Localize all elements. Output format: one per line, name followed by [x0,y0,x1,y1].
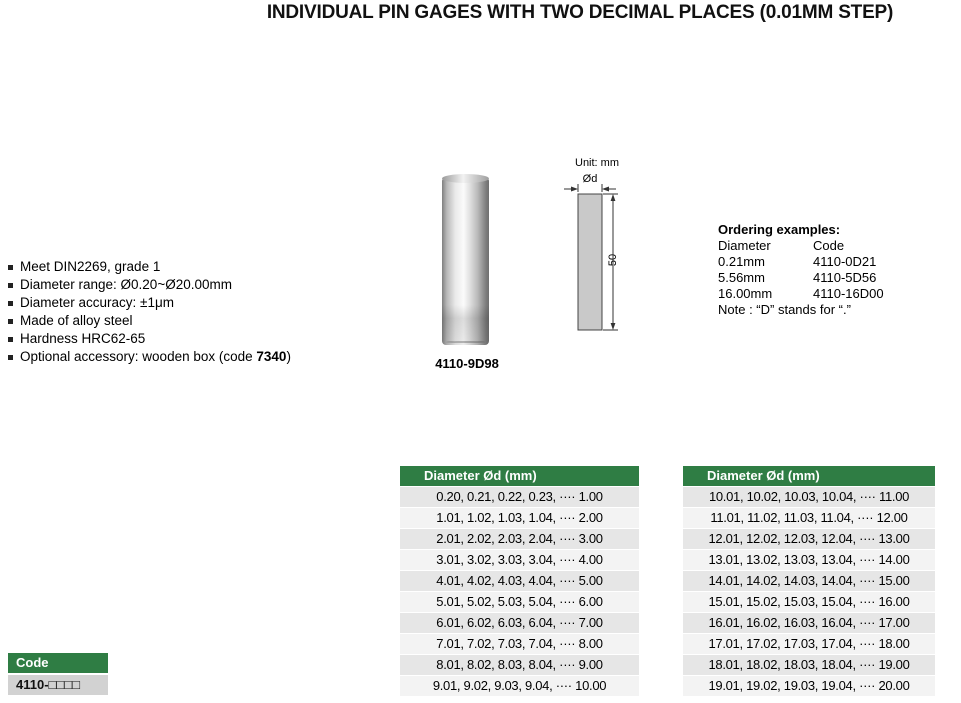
ordering-code: 4110-5D56 [813,270,877,285]
table-row: 10.01, 10.02, 10.03, 10.04, ···· 11.00 [683,487,935,508]
feature-item [8,312,291,330]
bullet-icon [8,301,13,306]
table-row: 1.01, 1.02, 1.03, 1.04, ···· 2.00 [400,508,639,529]
bullet-icon [8,355,13,360]
feature-text: Diameter range: Ø0.20~Ø20.00mm [20,277,232,292]
feature-item [8,258,291,276]
ordering-header-row [718,238,884,254]
table-row: 19.01, 19.02, 19.03, 19.04, ···· 20.00 [683,676,935,697]
feature-text: Made of alloy steel [20,313,133,328]
dimension-drawing [556,150,656,345]
arrowhead-icon [611,194,616,201]
diameter-symbol-label: Ød [582,173,598,185]
bullet-icon [8,265,13,270]
ordering-diameter: 16.00mm [718,286,773,301]
ordering-code: 4110-0D21 [813,254,877,269]
table-row: 12.01, 12.02, 12.03, 12.04, ···· 13.00 [683,529,935,550]
table-row: 14.01, 14.02, 14.03, 14.04, ···· 15.00 [683,571,935,592]
table-row: 9.01, 9.02, 9.03, 9.04, ···· 10.00 [400,676,639,697]
ordering-col-diameter: Diameter [718,238,771,253]
product-code-label: 4110-9D98 [435,356,499,371]
pin-gage-photo [442,178,489,345]
accessory-suffix: ) [286,349,291,364]
feature-item [8,294,291,312]
table-row: 16.01, 16.02, 16.03, 16.04, ···· 17.00 [683,613,935,634]
table-row: 15.01, 15.02, 15.03, 15.04, ···· 16.00 [683,592,935,613]
feature-item [8,330,291,348]
pin-outline-rect [578,194,602,330]
table-row: 11.01, 11.02, 11.03, 11.04, ···· 12.00 [683,508,935,529]
table-row: 7.01, 7.02, 7.03, 7.04, ···· 8.00 [400,634,639,655]
ordering-diameter: 5.56mm [718,270,765,285]
feature-item-accessory [8,348,291,366]
ordering-note: Note : “D” stands for “.” [718,302,851,317]
length-dimension-label: 50 [607,253,620,267]
ordering-title: Ordering examples: [718,222,841,237]
arrowhead-icon [571,187,578,192]
code-box-value: 4110-□□□□ [8,675,108,695]
arrowhead-icon [611,323,616,330]
ordering-row [718,254,884,270]
diameter-table-left [400,466,639,697]
feature-text [20,348,291,366]
ordering-row [718,270,884,286]
features-list [8,258,291,366]
feature-text: Diameter accuracy: ±1μm [20,295,174,310]
page-title: INDIVIDUAL PIN GAGES WITH TWO DECIMAL PLACES (0.01MM STEP) [266,2,894,23]
table-row: 5.01, 5.02, 5.03, 5.04, ···· 6.00 [400,592,639,613]
table-header: Diameter Ød (mm) [400,466,639,487]
table-row: 4.01, 4.02, 4.03, 4.04, ···· 5.00 [400,571,639,592]
table-row: 13.01, 13.02, 13.03, 13.04, ···· 14.00 [683,550,935,571]
table-row: 6.01, 6.02, 6.03, 6.04, ···· 7.00 [400,613,639,634]
diameter-table-right [683,466,935,697]
table-row: 18.01, 18.02, 18.03, 18.04, ···· 19.00 [683,655,935,676]
table-header: Diameter Ød (mm) [683,466,935,487]
accessory-code: 7340 [256,349,287,364]
table-row: 3.01, 3.02, 3.03, 3.04, ···· 4.00 [400,550,639,571]
ordering-col-code: Code [813,238,845,253]
bullet-icon [8,337,13,342]
feature-item [8,276,291,294]
ordering-code: 4110-16D00 [813,286,884,301]
unit-label: Unit: mm [575,157,619,169]
ordering-diameter: 0.21mm [718,254,765,269]
table-row: 8.01, 8.02, 8.03, 8.04, ···· 9.00 [400,655,639,676]
accessory-prefix: Optional accessory: wooden box (code [20,349,257,364]
arrowhead-icon [602,187,609,192]
table-row: 17.01, 17.02, 17.03, 17.04, ···· 18.00 [683,634,935,655]
bullet-icon [8,283,13,288]
feature-text: Meet DIN2269, grade 1 [20,259,161,274]
ordering-row [718,286,884,302]
ordering-examples [718,222,884,318]
table-row: 2.01, 2.02, 2.03, 2.04, ···· 3.00 [400,529,639,550]
bullet-icon [8,319,13,324]
table-row: 0.20, 0.21, 0.22, 0.23, ···· 1.00 [400,487,639,508]
feature-text: Hardness HRC62-65 [20,331,146,346]
code-box-header: Code [8,653,108,673]
